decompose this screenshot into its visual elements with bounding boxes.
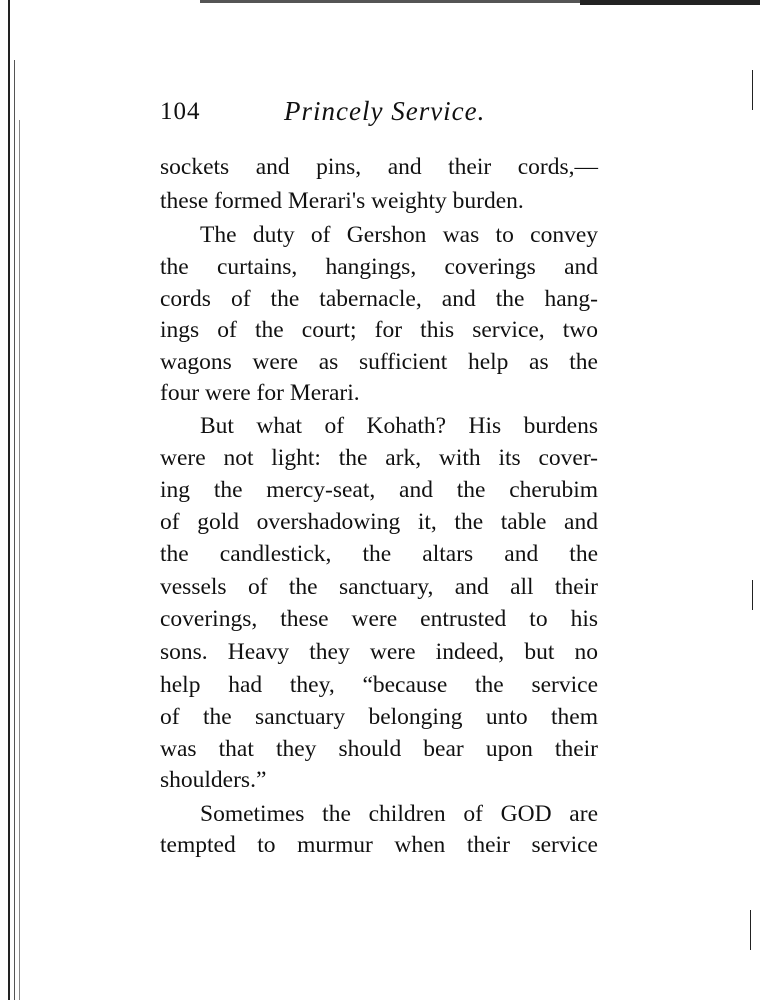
text-line: sons. Heavy they were indeed, but no	[160, 639, 598, 665]
text-line: shoulders.”	[160, 767, 267, 793]
text-line: wagons were as sufficient help as the	[160, 349, 598, 375]
text-line: tempted to murmur when their service	[160, 832, 598, 858]
text-line: ings of the court; for this service, two	[160, 317, 598, 343]
text-line: were not light: the ark, with its cover-	[160, 445, 598, 471]
text-line: of gold overshadowing it, the table and	[160, 509, 598, 535]
scan-edge-right	[752, 70, 753, 110]
text-line: was that they should bear upon their	[160, 736, 598, 762]
text-line: the candlestick, the altars and the	[160, 541, 598, 567]
text-line: four were for Merari.	[160, 380, 360, 406]
text-line: coverings, these were entrusted to his	[160, 606, 598, 632]
text-line: But what of Kohath? His burdens	[200, 413, 598, 439]
text-line: Sometimes the children of GOD are	[200, 801, 598, 827]
text-line: of the sanctuary belonging unto them	[160, 704, 598, 730]
scan-edge-right-2	[752, 580, 753, 610]
scan-edge-top-dark	[580, 0, 760, 5]
scan-edge-right-3	[750, 910, 751, 950]
scan-edge-left-3	[19, 120, 20, 1000]
text-line: help had they, “because the service	[160, 672, 598, 698]
text-line: these formed Merari's weighty burden.	[160, 188, 524, 214]
text-line: sockets and pins, and their cords,—	[160, 154, 598, 180]
text-line: cords of the tabernacle, and the hang-	[160, 286, 598, 312]
scan-edge-left-2	[14, 60, 15, 1000]
page-number: 104	[160, 98, 201, 125]
text-line: The duty of Gershon was to convey	[200, 222, 598, 248]
text-line: the curtains, hangings, coverings and	[160, 254, 598, 280]
text-line: ing the mercy-seat, and the cherubim	[160, 477, 598, 503]
page-header	[160, 98, 600, 134]
running-title: Princely Service.	[284, 96, 486, 126]
scan-edge-left	[8, 0, 10, 1000]
text-line: vessels of the sanctuary, and all their	[160, 574, 598, 600]
